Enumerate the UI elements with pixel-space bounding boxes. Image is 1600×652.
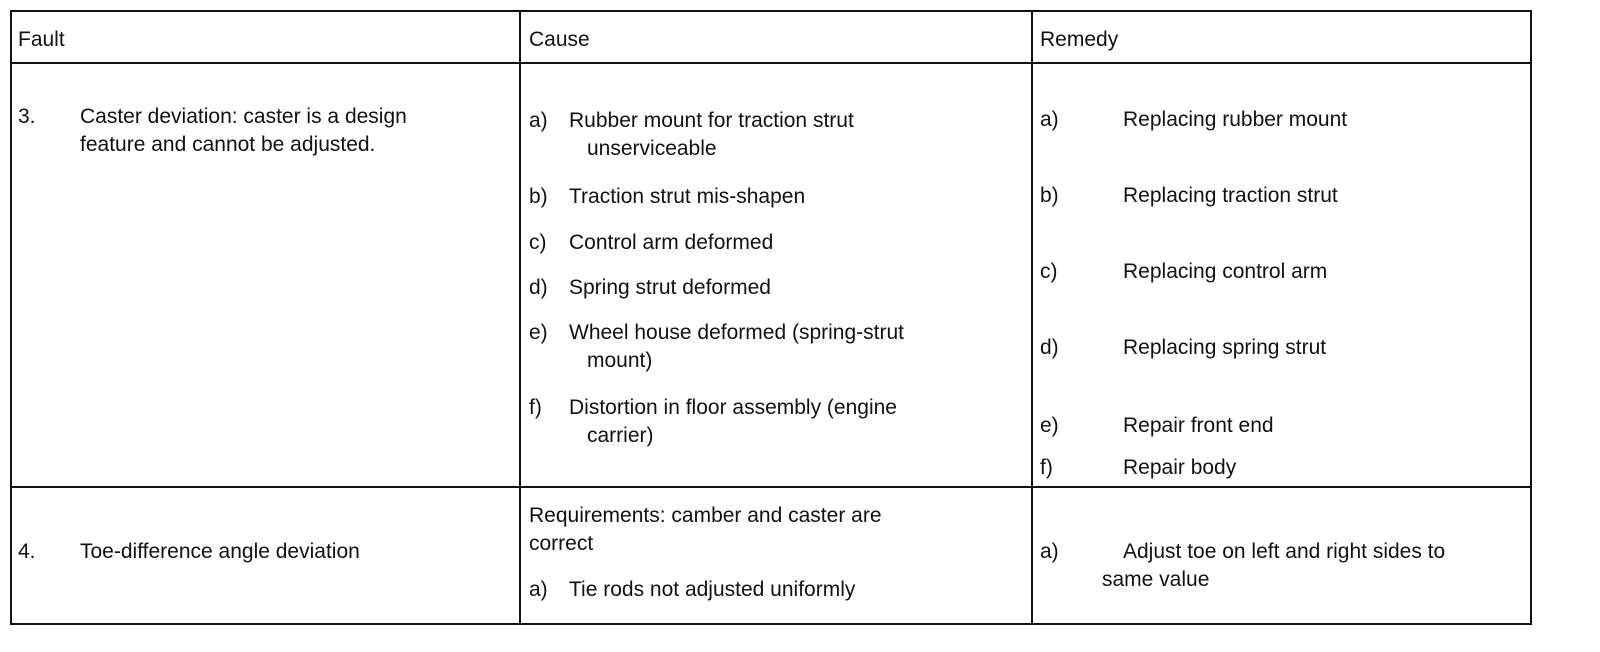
cause-letter: d) [529,276,548,299]
fault-text-line: Toe-difference angle deviation [80,540,360,563]
fault-text-line: feature and cannot be adjusted. [80,133,376,156]
remedy-text: Replacing spring strut [1123,336,1327,359]
remedy-text: Replacing rubber mount [1123,108,1348,131]
cause-letter: a) [529,578,548,601]
cause-letter: a) [529,109,548,132]
remedy-letter: b) [1040,184,1059,207]
cause-letter: c) [529,231,547,254]
cause-text-line: carrier) [587,424,654,447]
header-fault: Fault [18,28,65,51]
cause-text-line: mount) [587,349,653,372]
header-remedy: Remedy [1040,28,1119,51]
remedy-text: Repair body [1123,456,1237,479]
column-divider [1031,12,1033,623]
remedy-text: Repair front end [1123,414,1274,437]
remedy-text: Replacing control arm [1123,260,1328,283]
cause-text-line: Control arm deformed [569,231,774,254]
remedy-letter: e) [1040,414,1059,437]
row-divider [12,486,1530,488]
cause-text-line: unserviceable [587,137,717,160]
header-cause: Cause [529,28,590,51]
requirements-line: correct [529,532,594,555]
remedy-letter: c) [1040,260,1058,283]
cause-text-line: Rubber mount for traction strut [569,109,854,132]
remedy-text-line: same value [1102,568,1210,591]
cause-letter: f) [529,396,542,419]
cause-letter: b) [529,185,548,208]
cause-text-line: Traction strut mis-shapen [569,185,806,208]
cause-text-line: Tie rods not adjusted uniformly [569,578,856,601]
header-divider [12,62,1530,64]
fault-number: 4. [18,540,36,563]
cause-text-line: Wheel house deformed (spring-strut [569,321,904,344]
remedy-letter: a) [1040,108,1059,131]
remedy-letter: f) [1040,456,1053,479]
cause-text-line: Distortion in floor assembly (engine [569,396,897,419]
remedy-text: Replacing traction strut [1123,184,1338,207]
fault-table [10,10,1532,625]
column-divider [519,12,521,623]
requirements-line: Requirements: camber and caster are [529,504,882,527]
fault-text-line: Caster deviation: caster is a design [80,105,407,128]
remedy-letter: d) [1040,336,1059,359]
remedy-letter: a) [1040,540,1059,563]
cause-letter: e) [529,321,548,344]
fault-number: 3. [18,105,36,128]
remedy-text-line: Adjust toe on left and right sides to [1123,540,1446,563]
cause-text-line: Spring strut deformed [569,276,771,299]
